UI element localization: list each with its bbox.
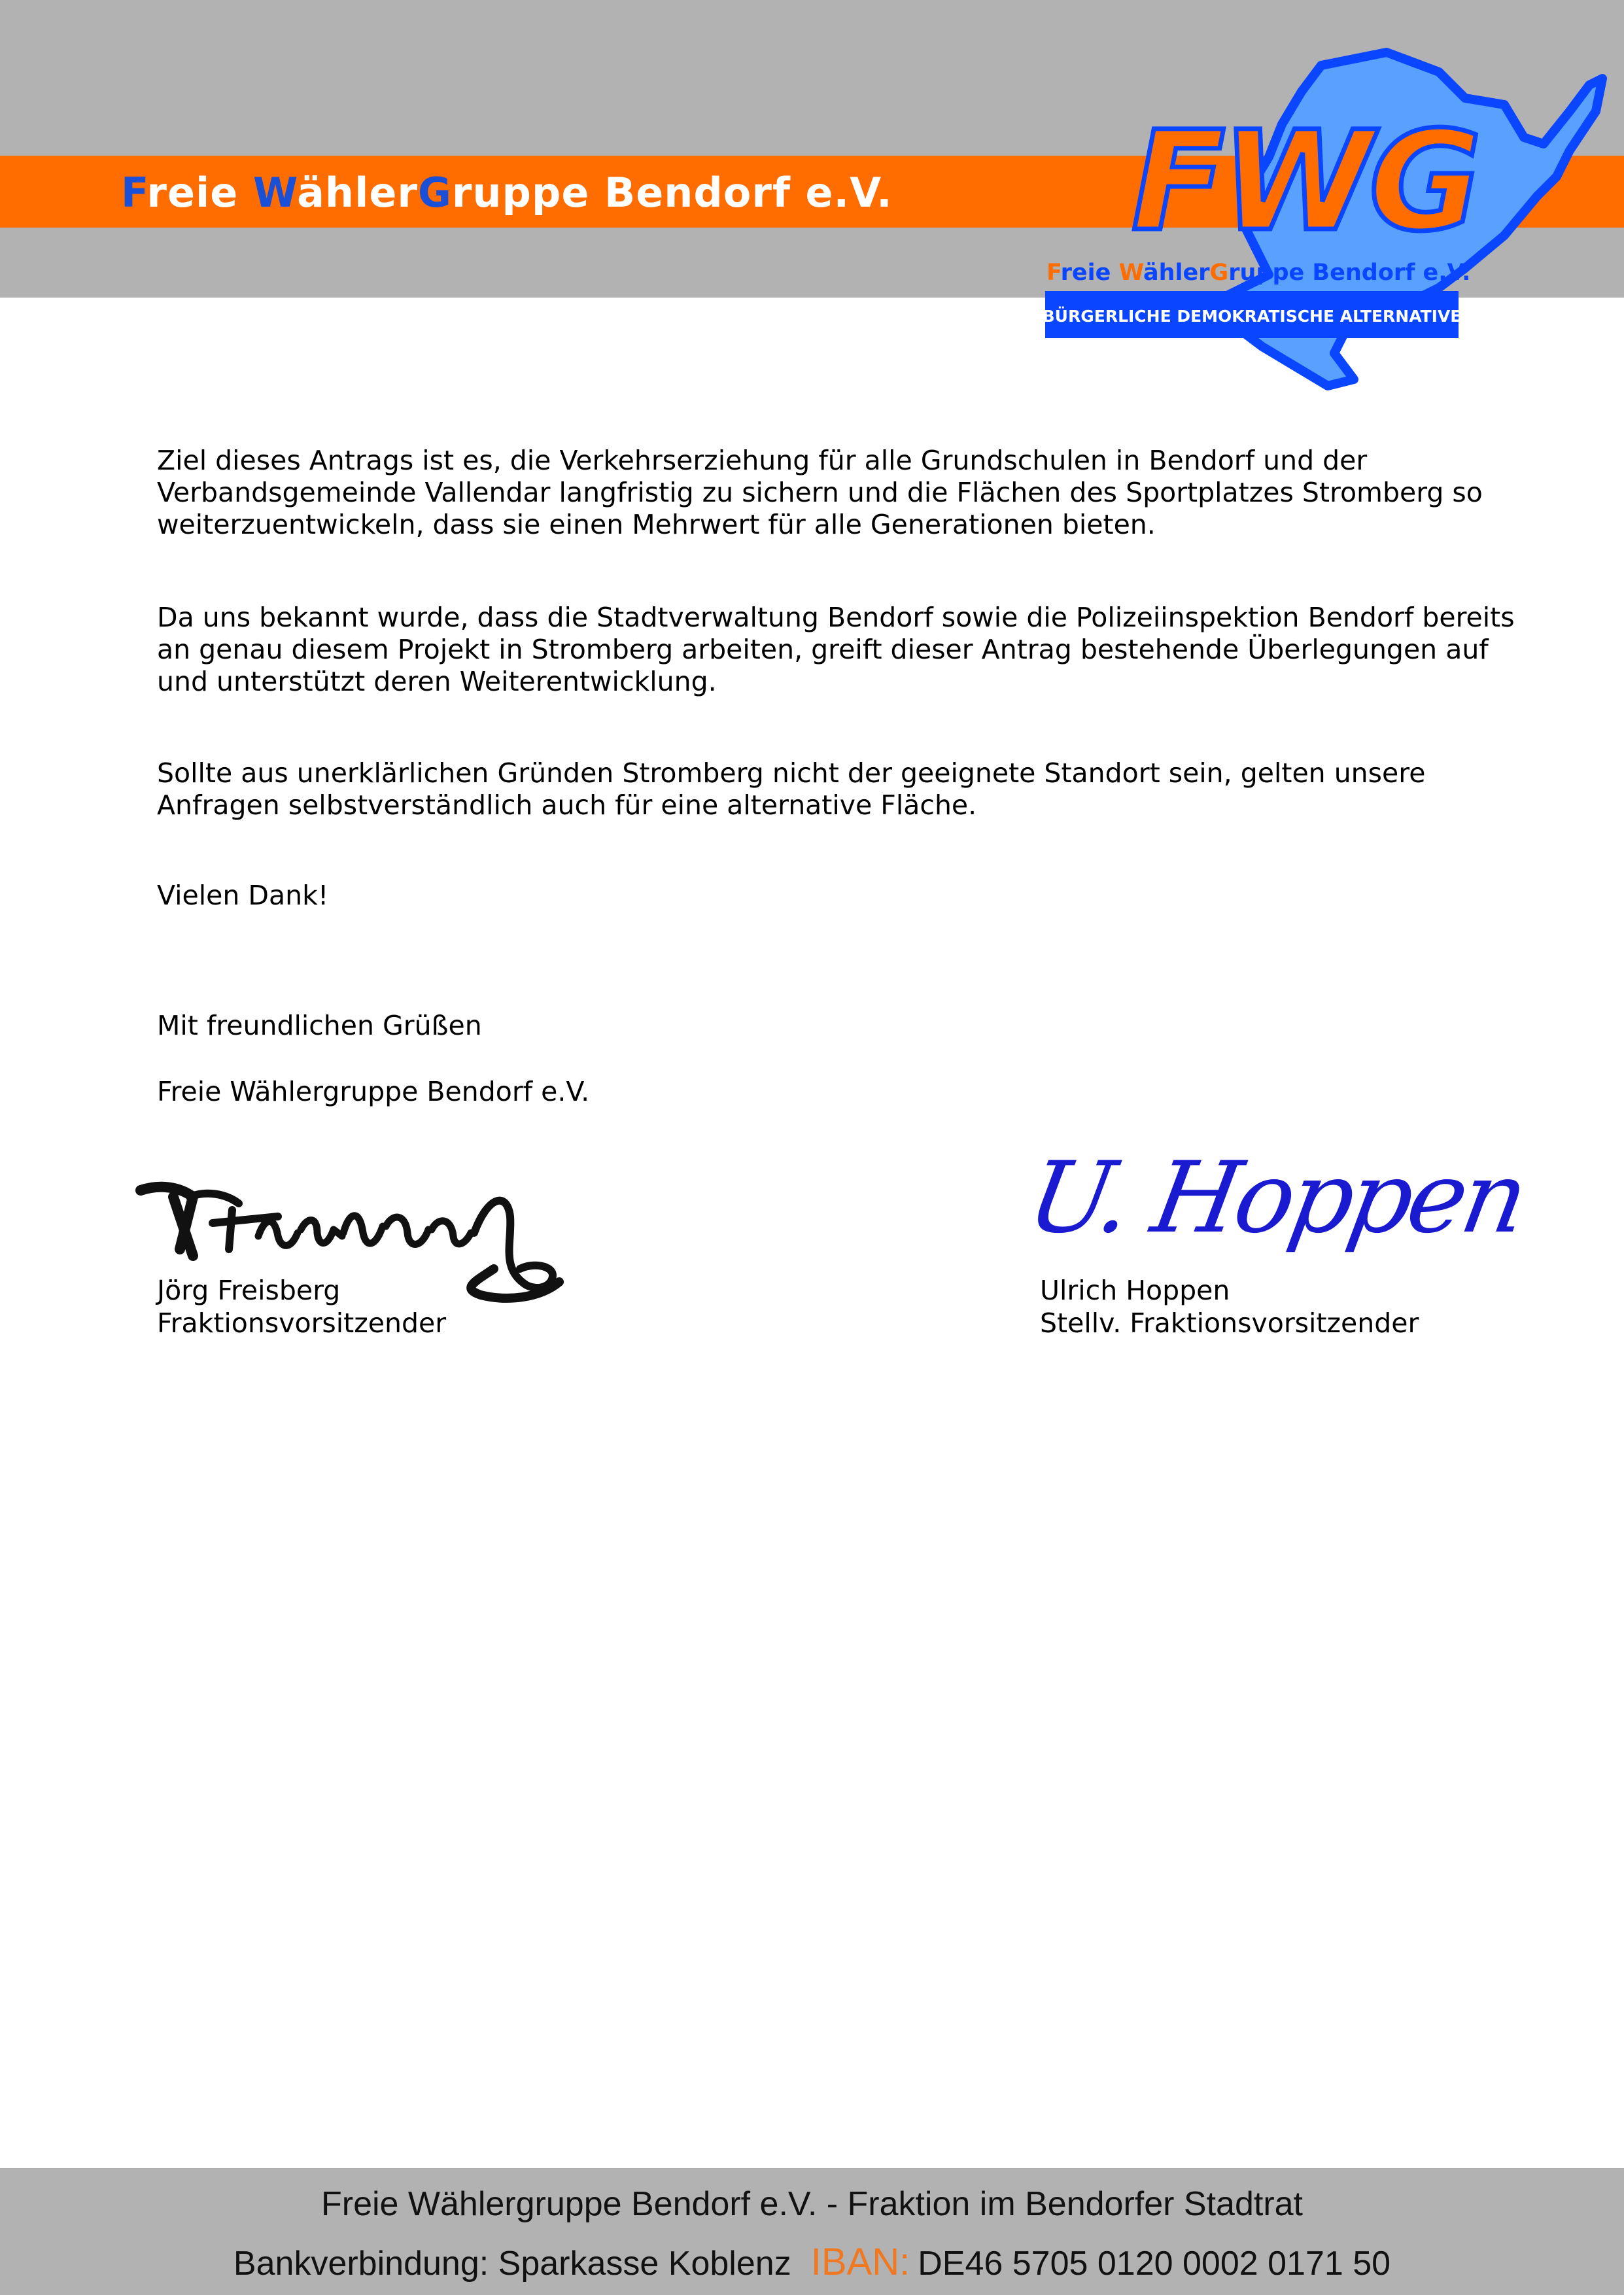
footer-bank-line [0,2240,1624,2284]
footer-iban: DE46 5705 0120 0002 0171 50 [918,2245,1391,2283]
footer-organization-line: Freie Wählergruppe Bendorf e.V. - Fraktion im Bendorfer Stadtrat [320,2185,1304,2223]
signer-2 [1040,1274,1419,1339]
signer-2-role: Stellv. Fraktionsvorsitzender [1040,1307,1419,1339]
signer-1-role: Fraktionsvorsitzender [157,1307,447,1339]
footer-bank: Bankverbindung: Sparkasse Koblenz [233,2245,791,2283]
sender-line: Freie Wählergruppe Bendorf e.V. [157,1076,590,1107]
signer-1-name: Jörg Freisberg [157,1275,341,1306]
paragraph-2: Da uns bekannt wurde, dass die Stadtverwaltung Bendorf sowie die Polizeiinspektion Bendorf bereits an genau diesem Projekt in Stromberg arbeiten, greift dieser Antrag bestehende Überlegungen auf und unterstützt deren Weiterentwicklung. [157,602,1515,697]
fwg-logo-graphic [1042,39,1609,406]
paragraph-3: Sollte aus unerklärlichen Gründen Stromberg nicht der geeignete Standort sein, gelten unsere Anfragen selbstverständlich auch für eine alternative Fläche. [157,757,1426,821]
thanks-line: Vielen Dank! [157,880,329,911]
closing-line: Mit freundlichen Grüßen [157,1010,482,1041]
logo-wordmark: FWG [1132,101,1478,262]
footer-iban-label: IBAN: [810,2241,910,2283]
logo-subtitle: Freie WählerGruppe Bendorf e.V. [1046,260,1471,286]
signer-1 [157,1274,446,1339]
paragraph-1: Ziel dieses Antrags ist es, die Verkehrserziehung für alle Grundschulen in Bendorf und der Verbandsgemeinde Vallendar langfristig zu sichern und die Flächen des Sportplatzes Stromberg so weiterzuentwickeln, dass sie einen Mehrwert für alle Generationen bieten. [157,445,1483,540]
signature-hoppen: U. Hoppen [1020,1141,1532,1255]
header-title: Freie WählerGruppe Bendorf e.V. [121,169,893,216]
signer-2-name: Ulrich Hoppen [1040,1275,1230,1306]
logo-tagline: BÜRGERLICHE DEMOKRATISCHE ALTERNATIVE [1042,307,1462,326]
fwg-logo [1042,39,1609,406]
